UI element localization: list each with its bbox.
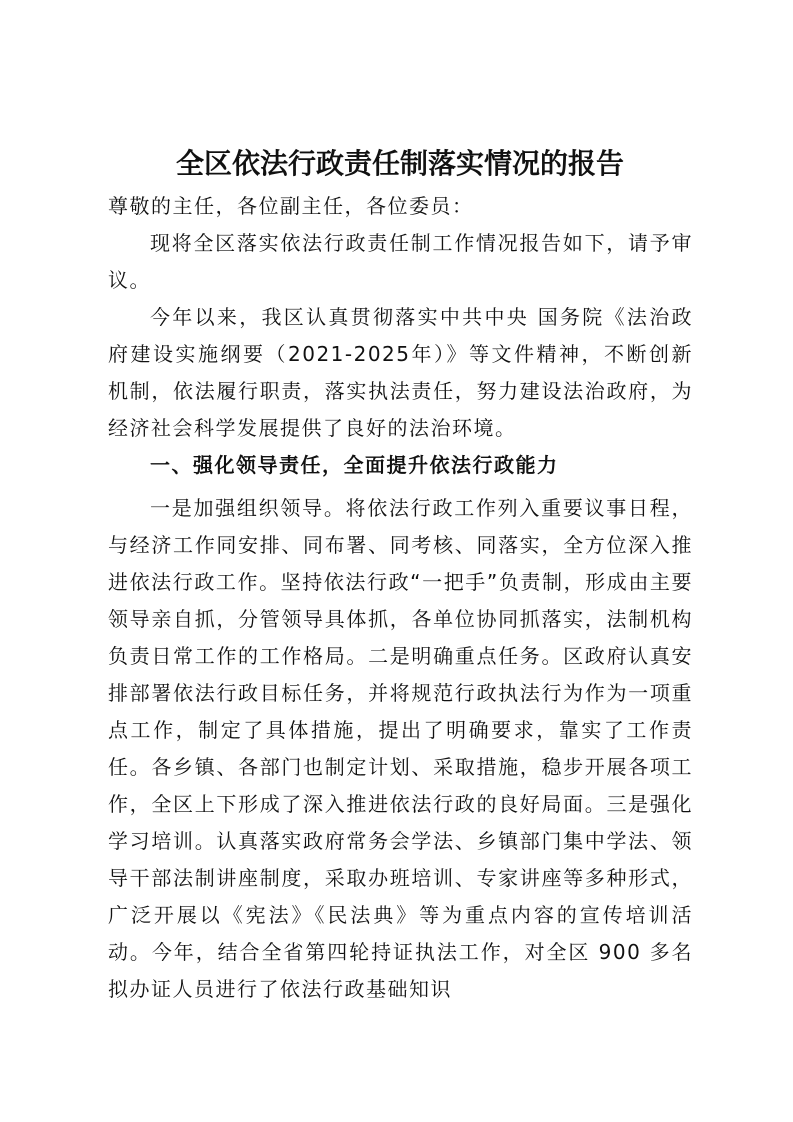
document-title: 全区依法行政责任制落实情况的报告: [175, 147, 624, 180]
section-paragraph: 一是加强组织领导。将依法行政工作列入重要议事日程，与经济工作同安排、同布署、同考核、同落实，全方位深入推进依法行政工作。坚持依法行政“一把手”负责制，形成由主要领导亲自抓，分管领导具体抓，各单位协同抓落实，法制机构负责日常工作的工作格局。二是明确重点任务。区政府认真安排部署依法行政目标任务，并将规范行政执法行为作为一项重点工作，制定了具体措施，提出了明确要求，靠实了工作责任。各乡镇、各部门也制定计划、采取措施，稳步开展各项工作，全区上下形成了深入推进依法行政的良好局面。三是强化学习培训。认真落实政府常务会学法、乡镇部门集中学法、领导干部法制讲座制度，采取办班培训、专家讲座等多种形式，广泛开展以《宪法》《民法典》等为重点内容的宣传培训活动。今年，结合全省第四轮持证执法工作，对全区 900 多名拟办证人员进行了依法行政基础知识: [108, 496, 693, 1001]
document-body: [108, 188, 693, 1008]
summary-paragraph: 今年以来，我区认真贯彻落实中共中央 国务院《法治政府建设实施纲要（2021-2025年）》等文件精神，不断创新机制，依法履行职责，落实执法责任，努力建设法治政府，为经济社会科学发展提供了良好的法治环境。: [108, 305, 693, 440]
salutation: 尊敬的主任，各位副主任，各位委员：: [108, 194, 474, 218]
intro-paragraph: 现将全区落实依法行政责任制工作情况报告如下，请予审议。: [108, 231, 693, 292]
section-heading: 一、强化领导责任，全面提升依法行政能力: [150, 453, 559, 477]
